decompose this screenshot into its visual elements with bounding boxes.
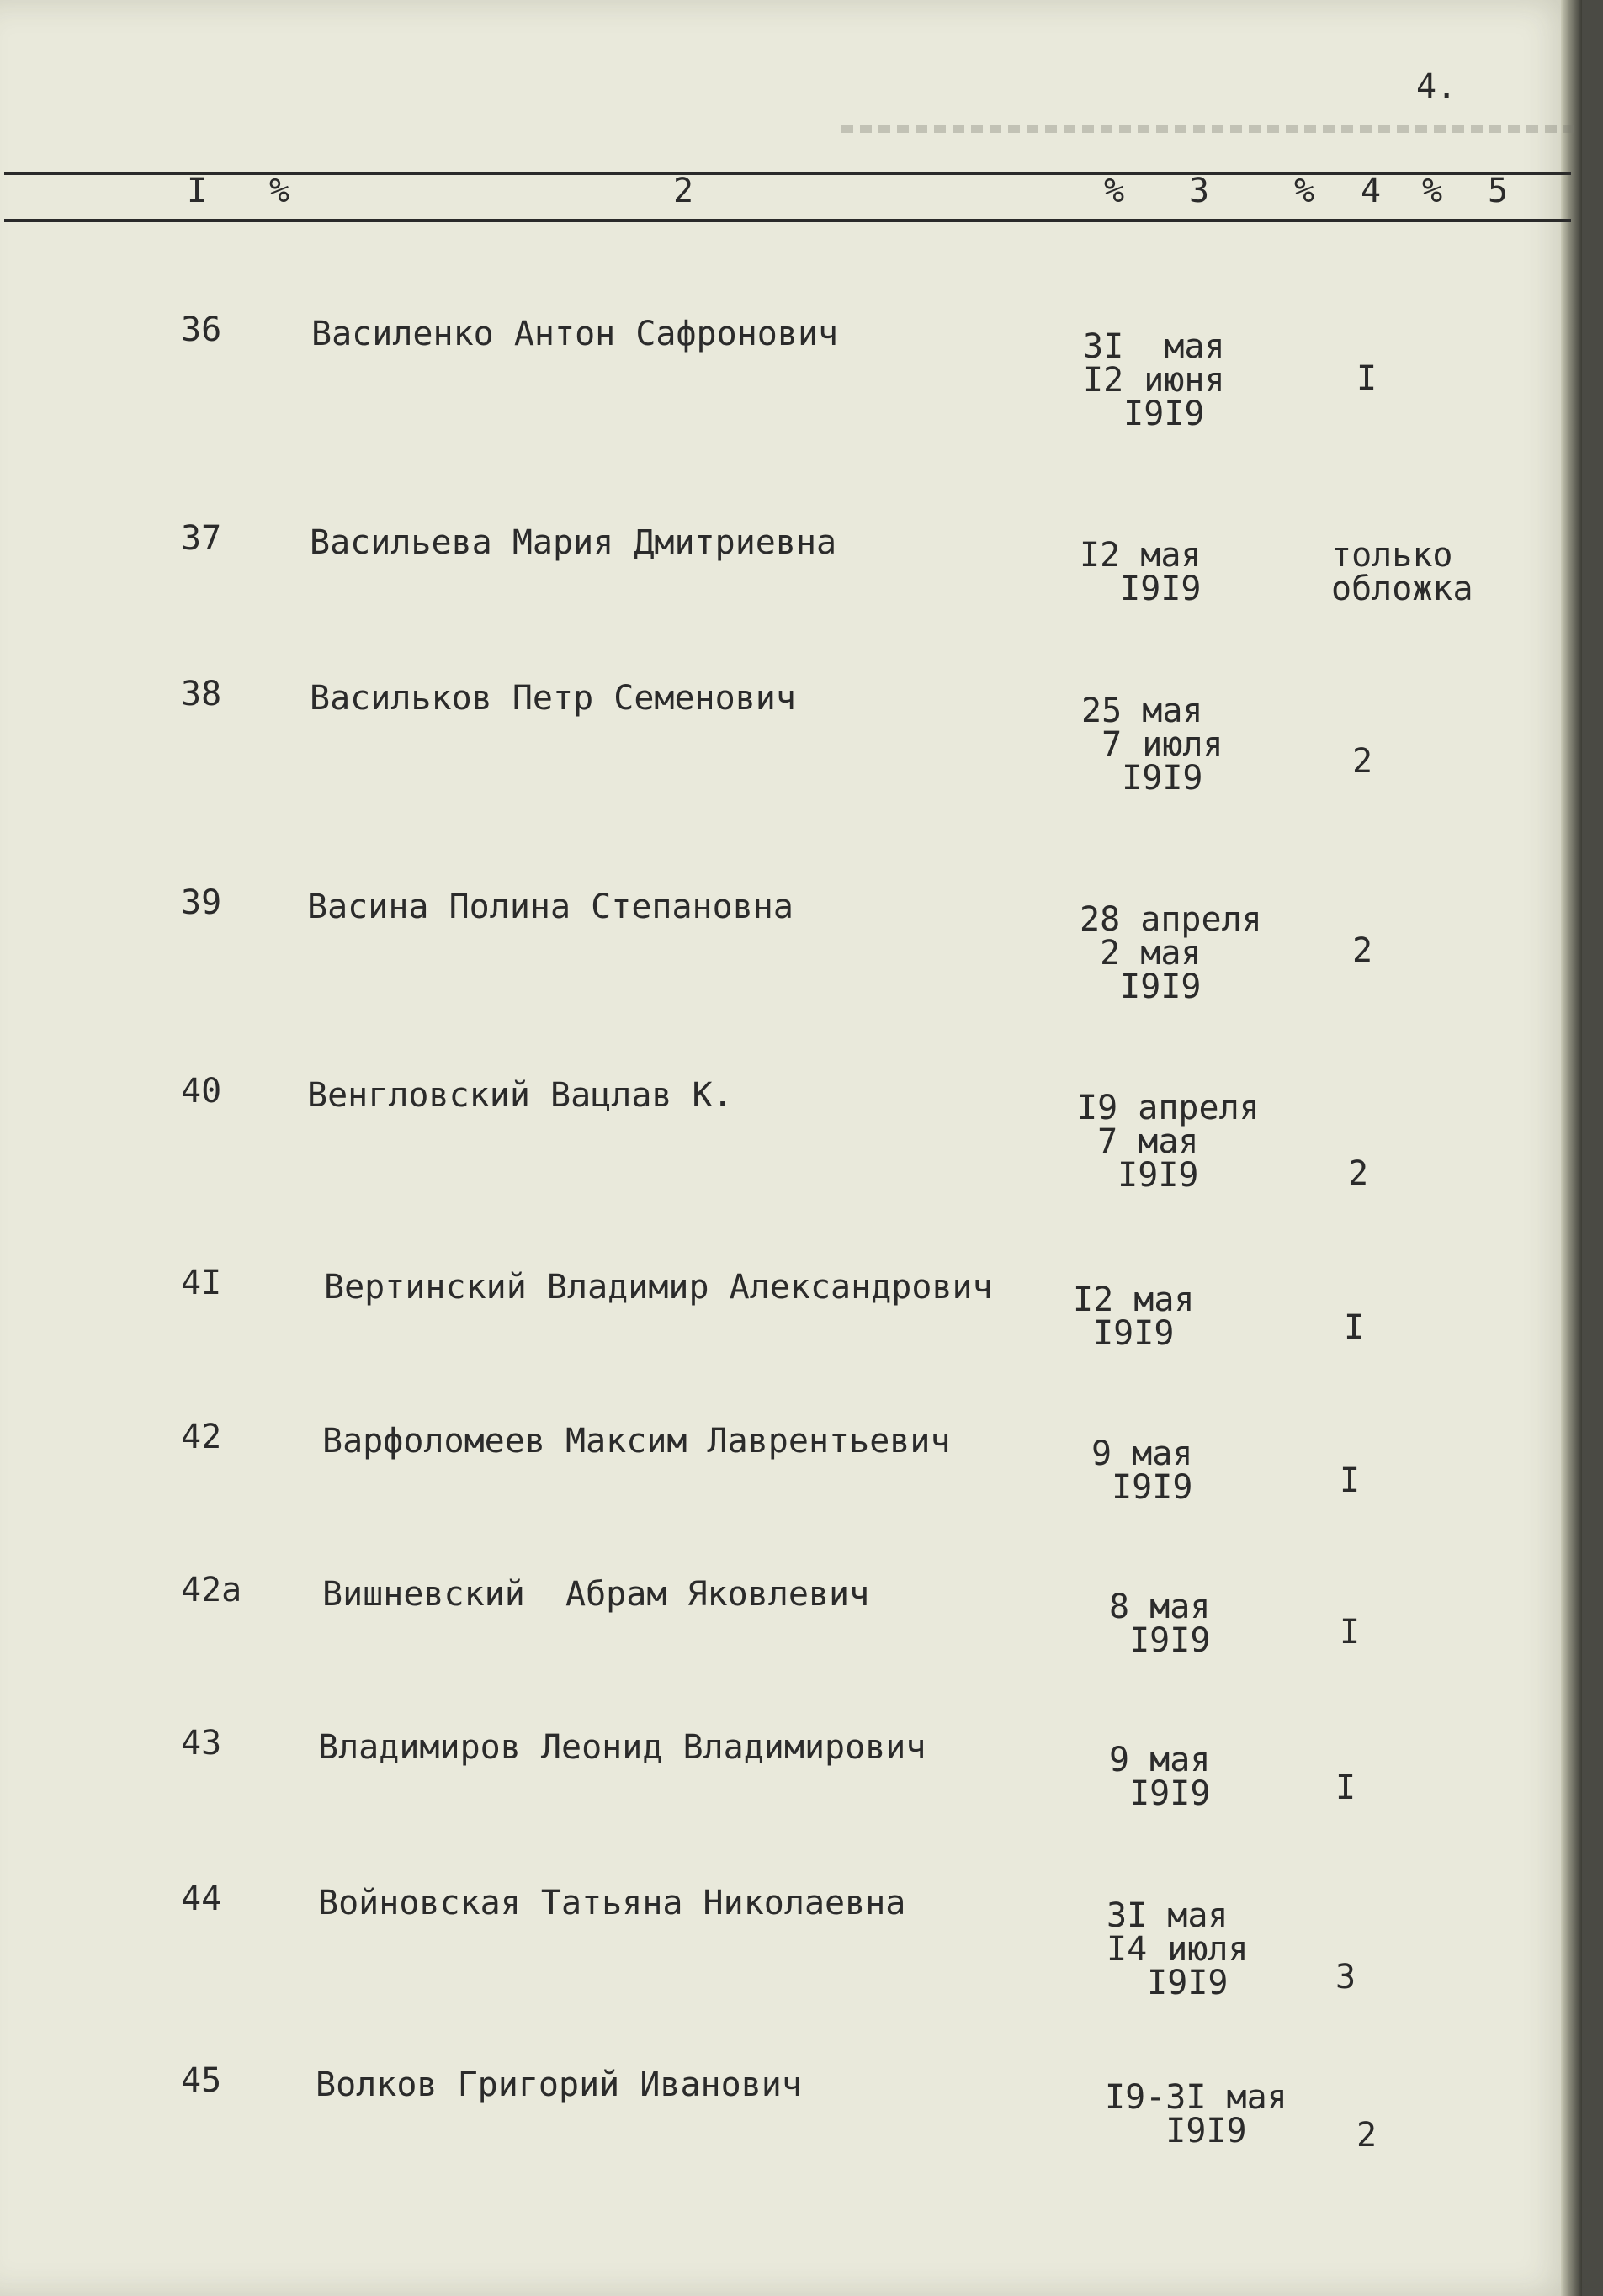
date-line: 9 мая [1109,1741,1211,1779]
date-line: I9I9 [1073,1314,1175,1353]
count-cell: I [1335,1768,1356,1807]
header-cell: 2 [673,172,694,210]
date-line: 2 мая [1080,934,1202,973]
date-line: I9I9 [1107,1964,1229,2002]
date-line: I9I9 [1109,1774,1211,1813]
count-cell: I [1356,359,1377,398]
date-line: I9-3I мая [1105,2078,1287,2117]
header-cell: % [1422,172,1443,210]
row-number: 45 [181,2061,222,2100]
person-name: Вишневский Абрам Яковлевич [322,1575,870,1614]
header-cell: % [1104,172,1125,210]
count-cell: 2 [1352,931,1373,970]
header-cell: % [1294,172,1315,210]
row-number: 36 [181,310,222,349]
person-name: Венгловский Вацлав К. [307,1076,733,1115]
count-cell: 2 [1356,2116,1377,2155]
count-cell: 2 [1348,1154,1369,1193]
row-number: 42 [181,1418,222,1456]
person-name: Василенко Антон Сафронович [311,315,839,353]
date-line: 25 мая [1081,692,1203,730]
date-line: I2 июня [1083,361,1225,400]
date-line: I9I9 [1080,968,1202,1006]
date-line: I9I9 [1081,759,1203,798]
date-line: 9 мая [1091,1434,1193,1473]
person-name: Волков Григорий Иванович [316,2065,802,2104]
date-line: I9I9 [1083,395,1205,433]
row-number: 39 [181,883,222,922]
person-name: Варфоломеев Максим Лаврентьевич [322,1422,951,1461]
header-cell: 5 [1488,172,1509,210]
person-name: Васильева Мария Дмитриевна [310,523,837,562]
count-cell: 2 [1352,742,1373,781]
date-line: I9I9 [1109,1621,1211,1660]
row-number: 42а [181,1571,242,1609]
row-number: 40 [181,1072,222,1111]
date-line: 3I мая [1083,327,1225,366]
date-line: 7 июля [1081,725,1223,764]
date-line: I9I9 [1091,1468,1193,1507]
date-line: I9 апреля [1077,1089,1260,1127]
date-line: 28 апреля [1080,900,1262,939]
count-cell: I [1344,1308,1365,1347]
count-cell: только обложка [1331,536,1473,608]
date-line: I9I9 [1077,1156,1199,1195]
row-number: 44 [181,1880,222,1918]
row-number: 38 [181,675,222,713]
page-edge [1561,0,1582,2296]
person-name: Войновская Татьяна Николаевна [318,1884,906,1922]
row-number: 4I [181,1264,222,1302]
count-cell: I [1340,1613,1361,1652]
count-cell: I [1340,1461,1361,1500]
header-rule-bottom [4,219,1571,222]
date-line: I9I9 [1080,570,1202,608]
page-number: 4. [1416,67,1457,106]
person-name: Вертинский Владимир Александрович [324,1268,993,1307]
person-name: Васина Полина Степановна [307,888,794,926]
person-name: Владимиров Леонид Владимирович [318,1728,926,1767]
date-line: I2 мая [1073,1281,1195,1319]
header-rule-top [4,172,1571,175]
date-line: 3I мая [1107,1896,1229,1935]
date-line: I4 июля [1107,1930,1249,1969]
date-line: I9I9 [1105,2112,1247,2150]
date-line: 7 мая [1077,1122,1199,1161]
date-line: 8 мая [1109,1588,1211,1626]
date-line: I2 мая [1080,536,1202,575]
count-cell: 3 [1335,1958,1356,1996]
header-cell: I [187,172,208,210]
header-cell: 4 [1361,172,1382,210]
header-cell: 3 [1189,172,1210,210]
header-cell: % [269,172,290,210]
person-name: Васильков Петр Семенович [310,679,796,718]
faint-typed-line [841,125,1574,133]
row-number: 43 [181,1724,222,1763]
row-number: 37 [181,519,222,558]
